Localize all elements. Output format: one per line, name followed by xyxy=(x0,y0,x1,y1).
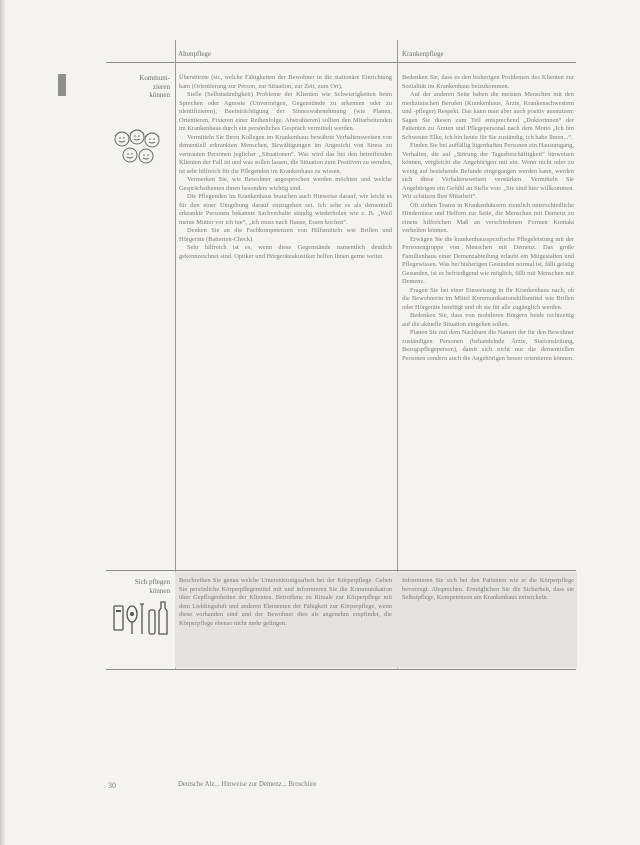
cell-communicate-altenpflege xyxy=(179,74,392,564)
paragraph: Denken Sie an die Fachkompetenzen von Hilfsmitteln wie Brillen und Hörgeräte (Batterien-Check). xyxy=(179,227,392,243)
page-number: 30 xyxy=(108,781,116,790)
cell-self-care-krankenpflege xyxy=(402,577,574,665)
paragraph: Bedenken Sie, dass es den bisherigen Problemen des Klienten zur Sozialität im Krankenhaus beizukommen. xyxy=(402,74,574,90)
faces-group-icon xyxy=(108,126,168,168)
table-rule-bottom xyxy=(106,669,576,670)
paragraph: Auf der anderen Seite haben die meisten Menschen mit den medizinischen Berufen (Krankenhaus, Ärzte, Krankenschwestern und -pfleger) Respekt. Das kann man aber auch positiv ausnutzen: Sagen Sie diesen zum Teil entsprechend „Doktorinnen“ der Patienten zu Ärzten und Pflegepersonal nach dem Motto „Ich bin Schwester Elke, ich bin heute für Sie zuständig, ich habe Ihnen...“. xyxy=(402,91,574,141)
column-heading-left: Altenpflege xyxy=(178,50,212,58)
paragraph: Finden Sie bei auffällig lügenhaften Personen ein Hausumgang, Verhalten, die auf „Störung der Tagesbeschäftigkeit“ hinweisen können, vergleicht die Angehörigen mit ein. Wenn nicht oder zu wenig auf bestehende Befunde eingegangen werden kann, werden sich diese Verhaltensweisen verstärken. Vermitteln Sie Angehörigen ein Gefühl an Stelle von: „Sie sind hier willkommen. Wir schätzen Ihre Mitarbeit“. xyxy=(402,142,574,200)
paragraph: Vermitteln Sie Ihren Kollegen im Krankenhaus bewährte Verhaltensweisen von dementiell erkrankten Menschen, Bewältigungen im Angesicht von Stress zu vertrauten Personen jeglicher „Situationen“. Was wird das bei den betreffenden Klienten der Fall ist und was sollen lassen, die Situation zum Positiven zu wenden, ist sehr hilfreich für die Pflegenden im Krankenhaus zu wissen. xyxy=(179,133,392,175)
column-heading-right: Krankenpflege xyxy=(402,50,444,58)
paragraph: Stelle (Selbstständigkeit) Probleme der Klienten wie Schwierigkeiten beim Sprechen oder Agnosie (Unvermögen, Gegenstände zu erkennen oder zu identifizieren), Beeinträchtigung der Sinneswahrnehmung (wie Planen, Orientieren, Fixieren einer Reihenfolge. Abstrahieren) sollten den Mitarbeitenden im Krankenhaus durch ein persönliches Gespräch vermittelt werden. xyxy=(179,91,392,132)
paragraph: Beschreiben Sie genau welche Unterstützungsarbeit bei der Körperpflege. Geben Sie persönliche Körperpflegemittel mit und informieren Sie die Kommunikation über Gepflogenheiten der Klienten. Betroffene zu Rituale zur Körperpflege mit dem Lieblingsduft und anderen Elementen der Fähigkeit zur Körperpflege, wenn diese vorhanden sind und der Bewohner dies als angenehm empfindet, die Körperpflege ebenso nicht mehr gelingen. xyxy=(179,577,392,627)
paragraph: Erwägen Sie die krankenhausspezifische Pflegeleistung mit der Personengruppe von Menschen mit Demenz. Das große Familienhaus einer Demenzabteilung erlaubt ein Mitgestalten und Pflegewissen. Was bei bisherigen Gesunden normal ist, fällt geistig Gesunden, ist es befriedigend wie möglich, fällt mit Menschen mit Demenz. xyxy=(402,235,574,285)
margin-marker xyxy=(58,74,66,96)
paragraph: Bedenken Sie, dass von mobileren Bürgern beide rechtzeitig auf die aktuelle Situation eingehen sollen. xyxy=(402,312,574,328)
toiletries-icon xyxy=(112,600,170,638)
paragraph: Fragen Sie bei einer Einweisung in Ihr Krankenhaus nach, ob die Bewohnerin im Mittel Kommunikationshilfsmittel wie Brillen oder Hörgeräte benötigt und ob sie für alle zugänglich werden. xyxy=(402,286,574,311)
paragraph: Planen Sie mit dem Nachbarn die Namen der für den Bewohner zuständigen Personen (behandelnde Ärzte, Stationsleitung, Bezugspflegeperson), damit sich nicht nur die dementiellen Personen sondern auch die Angehörigen besser orientieren können. xyxy=(402,329,574,362)
cell-self-care-altenpflege xyxy=(179,577,392,665)
row-label-self-care: Sich pflegen können xyxy=(134,578,170,595)
paragraph: Oft stehen Teams in Krankenhäusern ziemlich unterschiedliche Hindernisse und Helfern zur Seite, die Menschen mit Demenz zu einem hilfreichen Maß an verschiedenen Formen Kontakt verhelfen können. xyxy=(402,201,574,234)
paragraph: Vermerken Sie, wie Bewohner angesprochen werden möchten und welche Gesprächsthemen ihnen besonders wichtig sind. xyxy=(179,176,392,192)
paragraph: Die Pflegenden im Krankenhaus brauchen auch Hinweise darauf, wie leicht es für den einer Umgebung darauf einzugehen sei. Ich sehe es als dementiell erkrankte Personen bekannte Sachverhalte ständig wiederholen wie z. B. „Weil meine Mutter vor ich tue“, „ich muss nach Hause, Essen kochen“. xyxy=(179,193,392,226)
table-rule-middle xyxy=(106,570,576,571)
footer-text: Deutsche Alz... Hinweise zur Demenz... Broschüre xyxy=(178,781,317,788)
paragraph: Überstürzte (sic, welche Fähigkeiten der Bewohner in die stationäre Einrichtung kam (Orientierung zur Person, zur Situation, zur Zeit, zum Ort). xyxy=(179,74,392,90)
paragraph: Sehr hilfreich ist es, wenn diese Gegenstände namentlich deutlich gekennzeichnet sind. Optiker und Hörgeräteakustiker helfen Ihnen gerne weiter. xyxy=(179,244,392,260)
table-rule-top xyxy=(106,62,576,63)
paragraph: Informieren Sie sich bei den Patienten wie er die Körperpflege bevorzugt. Absprechen. Ermöglichen Sie die Sicherheit, dass sie Selbstpflege, Kompetenzen am Krankenhaus entwickeln. xyxy=(402,577,574,601)
scan-edge-shadow xyxy=(0,0,6,845)
row-label-communicate: Kommuni- zieren können xyxy=(139,74,170,100)
cell-communicate-krankenpflege xyxy=(402,74,574,566)
